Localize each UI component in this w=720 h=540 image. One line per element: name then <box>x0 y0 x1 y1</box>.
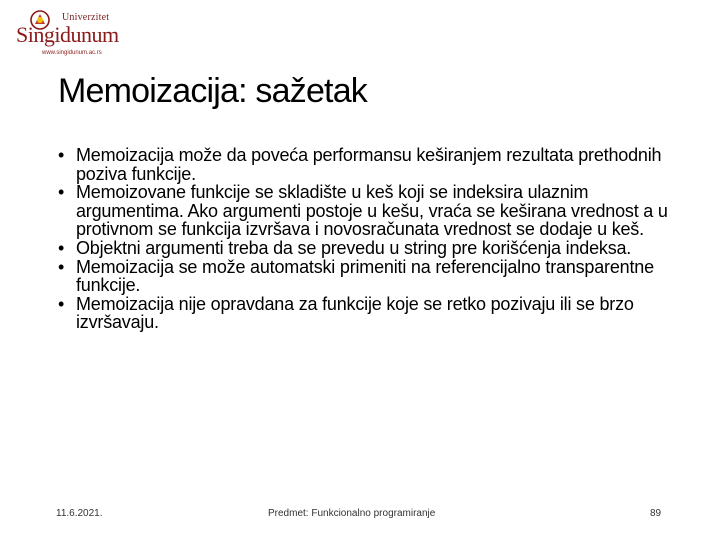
bullet-icon: • <box>58 182 65 203</box>
logo-name: Singidunum <box>16 22 119 47</box>
bullet-icon: • <box>58 145 65 165</box>
page-number: 89 <box>650 508 662 519</box>
bullet-text: Memoizacija se može automatski primeniti na referencijalno transparentne funkcije. <box>76 256 654 296</box>
bullet-text: Objektni argumenti treba da se prevedu u string pre korišćenja indeksa. <box>76 237 632 258</box>
bullet-item <box>56 146 676 183</box>
slide-title: Memoizacija: sažetak <box>58 72 368 110</box>
bullet-item <box>56 258 676 295</box>
bullet-icon: • <box>58 237 65 258</box>
bullet-list <box>56 146 676 332</box>
bullet-text: Memoizacija može da poveća performansu keširanjem rezultata prethodnih poziva funkcije. <box>76 145 662 184</box>
footer-subject: Predmet: Funkcionalno programiranje <box>268 508 436 519</box>
logo-url: www.singidunum.ac.rs <box>42 50 102 56</box>
bullet-icon: • <box>58 293 65 314</box>
bullet-text: Memoizovane funkcije se skladište u keš koji se indeksira ulaznim argumentima. Ako argumenti postoje u kešu, vraća se keširana vrednost a u protivnom se funkcija izvršava i novosračunata vrednost se dodaje u keš. <box>76 182 668 240</box>
bullet-text: Memoizacija nije opravdana za funkcije koje se retko pozivaju ili se brzo izvršavaju. <box>76 293 634 333</box>
logo-top-text: Univerzitet <box>62 12 110 23</box>
university-logo <box>12 8 124 64</box>
bullet-item <box>56 295 676 332</box>
bullet-item <box>56 239 676 258</box>
footer-date: 11.6.2021. <box>56 508 103 519</box>
bullet-icon: • <box>58 256 65 277</box>
bullet-item <box>56 183 676 239</box>
